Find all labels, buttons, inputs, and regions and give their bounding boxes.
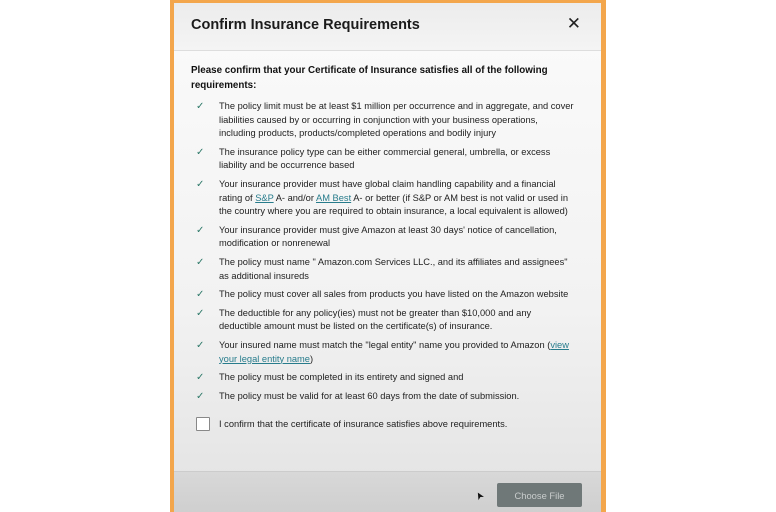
requirement-item: ✓ The policy must name " Amazon.com Services LLC., and its affiliates and assignees" as additional insureds (196, 256, 568, 281)
check-icon: ✓ (196, 289, 205, 301)
dialog-body (191, 64, 586, 431)
requirement-item: ✓ Your insured name must match the "legal entity" name you provided to Amazon (view your legal entity name) (196, 339, 569, 364)
requirement-item: ✓ The insurance policy type can be either commercial general, umbrella, or excess liability and be occurrence based (196, 146, 551, 171)
requirement-item: ✓ The policy must cover all sales from products you have listed on the Amazon website (196, 289, 569, 301)
check-icon: ✓ (196, 178, 205, 190)
requirements-list (191, 100, 586, 403)
choose-file-button[interactable]: Choose File (497, 483, 582, 507)
requirement-item: ✓ The policy must be valid for at least 60 days from the date of submission. (196, 390, 520, 402)
confirm-checkbox-row[interactable] (191, 417, 586, 431)
check-icon: ✓ (196, 390, 205, 402)
close-icon[interactable]: ✕ (566, 14, 581, 33)
confirm-label: I confirm that the certificate of insurance satisfies above requirements. (219, 418, 508, 429)
check-icon: ✓ (196, 146, 205, 158)
requirement-item: ✓ The policy must be completed in its entirety and signed and (196, 372, 464, 384)
am-best-link[interactable]: AM Best (316, 192, 352, 203)
check-icon: ✓ (196, 256, 205, 268)
dialog-header (174, 3, 601, 51)
requirement-item: ✓ Your insurance provider must give Amazon at least 30 days' notice of cancellation, modification or nonrenewal (196, 224, 557, 249)
confirm-insurance-dialog (174, 3, 601, 512)
check-icon: ✓ (196, 372, 205, 384)
intro-text: Please confirm that your Certificate of Insurance satisfies all of the following requirements: (191, 65, 548, 91)
legal-entity-link[interactable]: view your legal entity name (219, 339, 569, 364)
requirement-item: ✓ Your insurance provider must have global claim handling capability and a financial rating of S&P A- and/or AM Best A- or better (if S&P or AM best is not valid or used in the country where you are required to obtain insurance, a local equivalent is allowed) (196, 178, 569, 217)
mouse-cursor-icon: ➤ (473, 489, 488, 502)
check-icon: ✓ (196, 339, 205, 351)
dialog-title: Confirm Insurance Requirements (191, 17, 420, 33)
check-icon: ✓ (196, 307, 205, 319)
sp-link[interactable]: S&P (255, 192, 274, 203)
check-icon: ✓ (196, 101, 205, 112)
check-icon: ✓ (196, 224, 205, 236)
dialog-footer (174, 471, 601, 512)
requirement-item: ✓ The policy limit must be at least $1 million per occurrence and in aggregate, and cover liabilities caused by or occurring in conjunction with your business operations, including products, products/completed operations and bodily injury (196, 101, 574, 139)
confirm-checkbox[interactable] (196, 417, 210, 431)
highlight-frame (170, 0, 606, 512)
requirement-item: ✓ The deductible for any policy(ies) must not be greater than $10,000 and any deductible amount must be listed on the certificate(s) of insurance. (196, 307, 532, 332)
